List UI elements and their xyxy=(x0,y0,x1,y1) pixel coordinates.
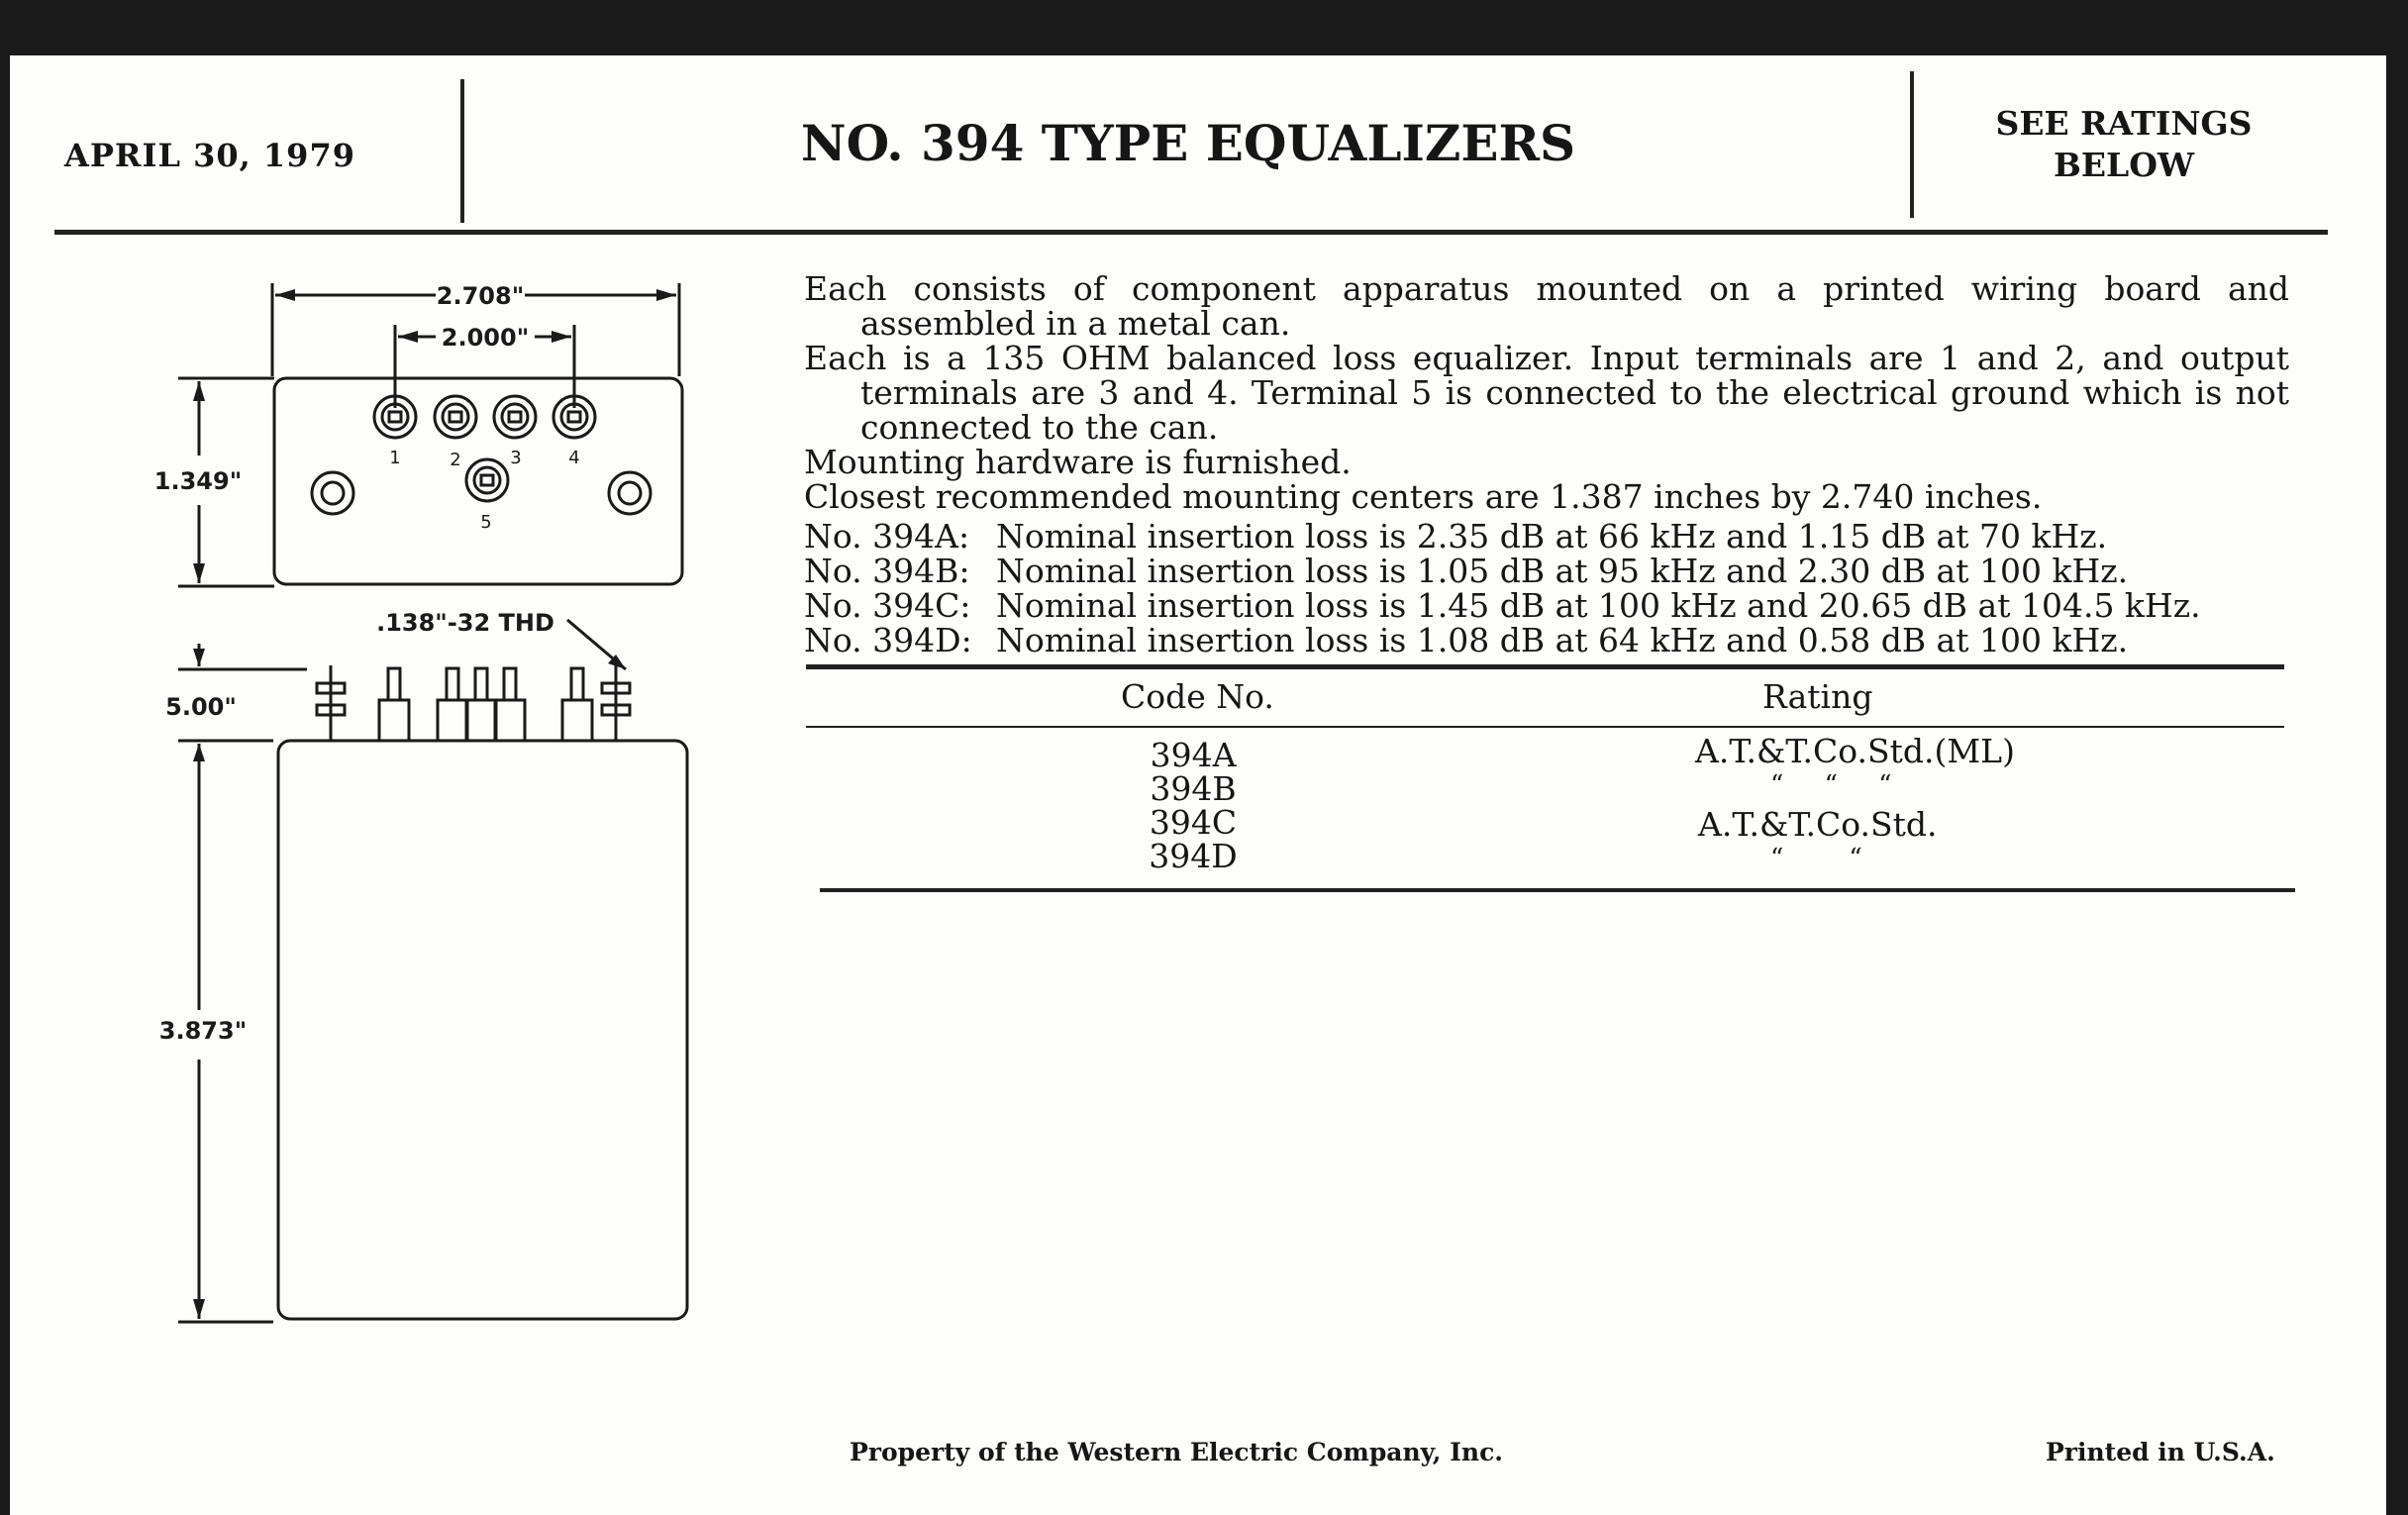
rating-note-line-2: BELOW xyxy=(2053,146,2195,184)
terminal-label: 3 xyxy=(510,448,522,468)
terminal-label: 1 xyxy=(389,448,401,468)
terminal-label: 2 xyxy=(450,450,461,470)
code-cell: 394D xyxy=(1149,837,1238,875)
dim-terminal-height: 5.00" xyxy=(165,693,237,721)
insertion-loss-row xyxy=(804,623,2289,657)
code-cell: 394B xyxy=(1150,769,1237,808)
insertion-loss-code: No. 394C: xyxy=(804,586,971,625)
rating-cell: “ “ “ xyxy=(1770,770,1892,800)
insertion-loss-code: No. 394A: xyxy=(804,517,970,556)
insertion-loss-row xyxy=(804,519,2289,554)
terminal-label: 5 xyxy=(480,512,492,533)
dim-thread: .138"-32 THD xyxy=(376,609,554,637)
table-header-rule xyxy=(806,726,2284,728)
rating-cell: A.T.&T.Co.Std. xyxy=(1698,805,1938,844)
printed-note: Printed in U.S.A. xyxy=(2046,1438,2275,1466)
ownership-note: Property of the Western Electric Company, Inc. xyxy=(850,1438,1504,1466)
desc-impedance: Each is a 135 OHM balanced loss equalizer. Input terminals are 1 and 2, and output terminals are 3 and 4. Terminal 5 is connected to the electrical ground which is not connected to the can. xyxy=(804,339,2289,447)
dim-can-height: 3.873" xyxy=(158,1017,248,1045)
description xyxy=(804,271,2289,657)
column-header-code: Code No. xyxy=(1121,677,1274,716)
table-bottom-rule xyxy=(820,888,2295,892)
dim-terminal-spacing: 2.000" xyxy=(441,324,530,352)
terminal-label: 4 xyxy=(568,448,580,468)
rating-cell: “ “ xyxy=(1770,844,1862,873)
dim-overall-width: 2.708" xyxy=(436,282,525,310)
insertion-loss-row xyxy=(804,554,2289,588)
issue-date: APRIL 30, 1979 xyxy=(64,137,355,174)
code-column xyxy=(1099,736,1287,875)
insertion-loss-code: No. 394D: xyxy=(804,621,972,659)
dim-top-height: 1.349" xyxy=(153,467,243,495)
insertion-loss-code: No. 394B: xyxy=(804,552,970,590)
desc-construction: Each consists of component apparatus mounted on a printed wiring board and assembled in a metal can. xyxy=(804,269,2289,343)
insertion-loss-row xyxy=(804,588,2289,623)
insertion-loss-text: Nominal insertion loss is 1.08 dB at 64 kHz and 0.58 dB at 100 kHz. xyxy=(996,621,2129,659)
table-top-rule xyxy=(806,664,2284,669)
desc-hardware: Mounting hardware is furnished. xyxy=(804,443,1352,481)
column-header-rating: Rating xyxy=(1762,677,1873,716)
rating-cell: A.T.&T.Co.Std.(ML) xyxy=(1695,732,2015,770)
insertion-loss-text: Nominal insertion loss is 1.45 dB at 100 kHz and 20.65 dB at 104.5 kHz. xyxy=(996,586,2201,625)
insertion-loss-text: Nominal insertion loss is 1.05 dB at 95 kHz and 2.30 dB at 100 kHz. xyxy=(996,552,2129,590)
rating-note-line-1: SEE RATINGS xyxy=(1995,104,2253,143)
page-title: NO. 394 TYPE EQUALIZERS xyxy=(800,114,1576,172)
insertion-loss-text: Nominal insertion loss is 2.35 dB at 66 kHz and 1.15 dB at 70 kHz. xyxy=(996,517,2108,556)
rating-column xyxy=(1663,732,2020,875)
code-cell: 394C xyxy=(1149,803,1238,842)
desc-mounting-centers: Closest recommended mounting centers are 1.387 inches by 2.740 inches. xyxy=(804,477,2043,516)
code-cell: 394A xyxy=(1150,736,1237,774)
